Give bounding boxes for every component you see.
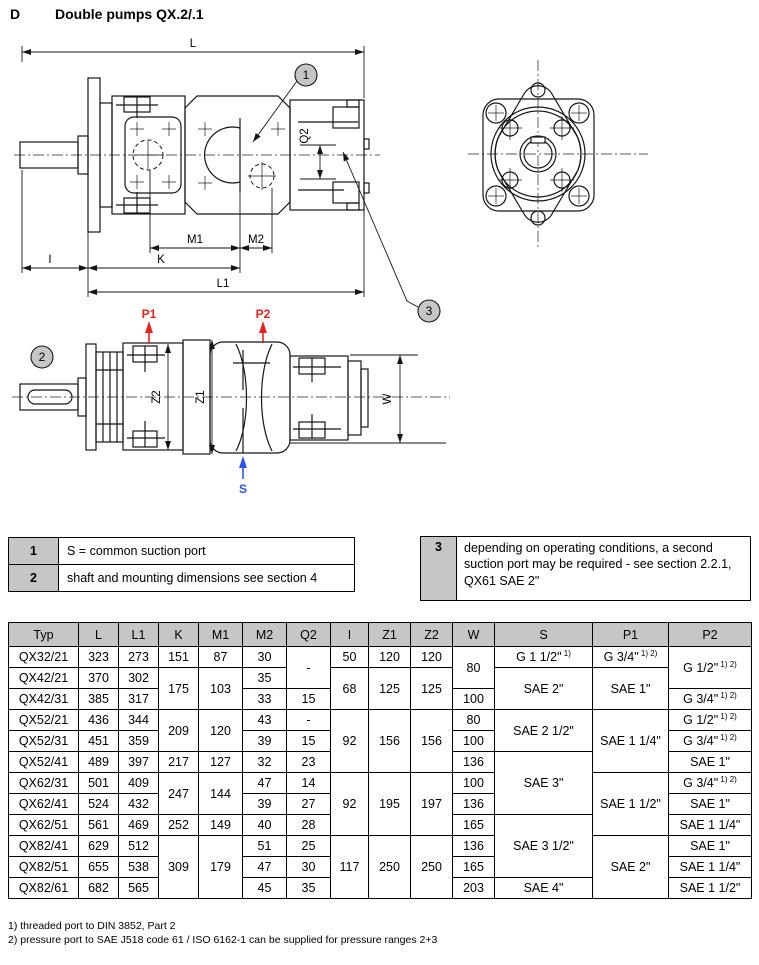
table-cell: 120: [411, 647, 453, 668]
table-cell: G 3/4" $^{1) 2)}$: [669, 689, 752, 710]
column-header: S: [495, 623, 593, 647]
table-cell: QX82/51: [9, 857, 79, 878]
note-number: 1: [9, 538, 59, 565]
footnote: 1) threaded port to DIN 3852, Part 2: [8, 920, 176, 932]
footnote-marker: 1) 2): [718, 691, 737, 701]
table-cell: SAE 1 1/4": [669, 815, 752, 836]
table-cell: 80: [453, 647, 495, 689]
table-cell: 538: [119, 857, 159, 878]
table-cell: 50: [331, 647, 369, 668]
table-row: [9, 836, 752, 857]
table-cell: 30: [287, 857, 331, 878]
table-cell: 165: [453, 815, 495, 836]
flange-front-view: [468, 60, 648, 250]
table-cell: 344: [119, 710, 159, 731]
table-cell: 489: [79, 752, 119, 773]
dim-label-l: L: [189, 38, 197, 50]
table-cell: G 3/4" $^{1) 2)}$: [669, 773, 752, 794]
table-cell: 149: [199, 815, 243, 836]
column-header: M2: [243, 623, 287, 647]
dim-label-i: I: [48, 254, 52, 266]
table-cell: 273: [119, 647, 159, 668]
table-cell: G 1/2" $^{1) 2)}$: [669, 647, 752, 689]
callout-1-number: 1: [302, 68, 310, 82]
table-cell: 100: [453, 731, 495, 752]
section-letter: D: [10, 6, 21, 22]
table-header-row: [9, 623, 752, 647]
column-header: Z1: [369, 623, 411, 647]
table-cell: 39: [243, 731, 287, 752]
table-body: [9, 647, 752, 899]
table-cell: 179: [199, 836, 243, 899]
footnote-marker: 1) 2): [718, 712, 737, 722]
page-title: Double pumps QX.2/.1: [55, 6, 204, 22]
pressure-port-p2-arrow: [256, 307, 271, 343]
table-cell: 120: [369, 647, 411, 668]
table-cell: -: [287, 647, 331, 689]
table-cell: 682: [79, 878, 119, 899]
table-cell: QX42/31: [9, 689, 79, 710]
table-cell: 156: [411, 710, 453, 773]
table-cell: SAE 1 1/4": [593, 710, 669, 773]
table-cell: 125: [369, 668, 411, 710]
table-cell: 512: [119, 836, 159, 857]
table-cell: QX62/41: [9, 794, 79, 815]
table-cell: 359: [119, 731, 159, 752]
table-cell: QX62/51: [9, 815, 79, 836]
callout-3-number: 3: [425, 304, 433, 318]
table-cell: 15: [287, 731, 331, 752]
table-cell: SAE 2 1/2": [495, 710, 593, 752]
column-header: K: [159, 623, 199, 647]
table-cell: 40: [243, 815, 287, 836]
table-cell: 33: [243, 689, 287, 710]
dim-label-w: W: [382, 393, 394, 405]
table-cell: 501: [79, 773, 119, 794]
table-cell: 209: [159, 710, 199, 752]
port-label-p1: P1: [141, 307, 157, 321]
footnote-marker: 1) 2): [718, 659, 737, 669]
table-cell: SAE 1 1/4": [669, 857, 752, 878]
callout-2: [31, 346, 53, 368]
footnote: 2) pressure port to SAE J518 code 61 / ISO 6162-1 can be supplied for pressure ranges 2+3: [8, 934, 438, 946]
callout-2-number: 2: [38, 350, 46, 364]
table-cell: 47: [243, 857, 287, 878]
table-cell: -: [287, 710, 331, 731]
column-header: I: [331, 623, 369, 647]
table-cell: 35: [287, 878, 331, 899]
table-cell: 370: [79, 668, 119, 689]
note-row: [9, 538, 355, 565]
dim-label-m2: M2: [248, 234, 264, 246]
dim-label-z2: Z2: [151, 390, 163, 404]
table-cell: 309: [159, 836, 199, 899]
table-cell: 397: [119, 752, 159, 773]
table-cell: 469: [119, 815, 159, 836]
note-text: depending on operating conditions, a second suction port may be required - see section 2.2.1, QX61 SAE 2": [464, 541, 732, 588]
table-cell: 165: [453, 857, 495, 878]
table-cell: 127: [199, 752, 243, 773]
bottom-side-view: [12, 307, 450, 496]
table-cell: SAE 1": [593, 668, 669, 710]
table-cell: 80: [453, 710, 495, 731]
suction-label-s: S: [238, 482, 248, 496]
note-number: 3: [421, 537, 457, 600]
table-cell: QX52/31: [9, 731, 79, 752]
table-cell: QX82/61: [9, 878, 79, 899]
table-cell: 432: [119, 794, 159, 815]
dim-label-q2: Q2: [299, 128, 311, 144]
table-cell: 156: [369, 710, 411, 773]
table-cell: 385: [79, 689, 119, 710]
table-cell: 15: [287, 689, 331, 710]
table-cell: 250: [411, 836, 453, 899]
column-header: L1: [119, 623, 159, 647]
table-cell: 247: [159, 773, 199, 815]
table-cell: SAE 1": [669, 836, 752, 857]
table-cell: 409: [119, 773, 159, 794]
table-cell: 151: [159, 647, 199, 668]
table-cell: SAE 1 1/2": [593, 773, 669, 836]
column-header: W: [453, 623, 495, 647]
table-cell: QX52/21: [9, 710, 79, 731]
table-cell: 87: [199, 647, 243, 668]
table-cell: 197: [411, 773, 453, 836]
note-number: 2: [9, 565, 59, 592]
dim-label-l1: L1: [216, 278, 230, 290]
table-cell: 103: [199, 668, 243, 710]
table-row: [9, 668, 752, 689]
table-cell: 136: [453, 836, 495, 857]
table-cell: 203: [453, 878, 495, 899]
table-cell: 30: [243, 647, 287, 668]
table-cell: 524: [79, 794, 119, 815]
footnotes: [8, 919, 437, 947]
table-cell: 39: [243, 794, 287, 815]
table-cell: 302: [119, 668, 159, 689]
footnote-marker: 1) 2): [718, 733, 737, 743]
table-cell: 47: [243, 773, 287, 794]
callout-3: [343, 152, 440, 322]
table-cell: QX82/41: [9, 836, 79, 857]
table-cell: SAE 4": [495, 878, 593, 899]
table-cell: 317: [119, 689, 159, 710]
crosshair-marks: [130, 122, 285, 190]
column-header: P1: [593, 623, 669, 647]
table-cell: SAE 1": [669, 752, 752, 773]
table-cell: G 1/2" $^{1) 2)}$: [669, 710, 752, 731]
table-cell: 136: [453, 752, 495, 773]
table-cell: 27: [287, 794, 331, 815]
table-cell: SAE 2": [593, 836, 669, 899]
table-cell: QX52/41: [9, 752, 79, 773]
footnote-marker: 1): [561, 649, 571, 659]
table-cell: 25: [287, 836, 331, 857]
table-row: [9, 647, 752, 668]
table-cell: 250: [369, 836, 411, 899]
table-cell: 117: [331, 836, 369, 899]
port-label-p2: P2: [255, 307, 271, 321]
note-text: S = common suction port: [59, 538, 355, 565]
table-cell: G 1 1/2" $^{1)}$: [495, 647, 593, 668]
dim-label-k: K: [157, 254, 165, 266]
table-cell: 32: [243, 752, 287, 773]
dim-label-z1: Z1: [195, 390, 207, 404]
table-cell: 92: [331, 773, 369, 836]
table-cell: 217: [159, 752, 199, 773]
column-header: P2: [669, 623, 752, 647]
table-cell: G 3/4" $^{1) 2)}$: [669, 731, 752, 752]
table-cell: 45: [243, 878, 287, 899]
pressure-port-p1-arrow: [142, 307, 157, 344]
table-cell: 252: [159, 815, 199, 836]
table-cell: 436: [79, 710, 119, 731]
column-header: Typ: [9, 623, 79, 647]
column-header: M1: [199, 623, 243, 647]
table-cell: 51: [243, 836, 287, 857]
top-side-view: [14, 38, 440, 322]
table-cell: 655: [79, 857, 119, 878]
dimensions-table: [8, 622, 752, 899]
table-cell: 120: [199, 710, 243, 752]
dim-label-m1: M1: [187, 234, 203, 246]
note-row: [9, 565, 355, 592]
column-header: Z2: [411, 623, 453, 647]
table-cell: 144: [199, 773, 243, 815]
table-cell: 100: [453, 689, 495, 710]
table-cell: 100: [453, 773, 495, 794]
note-box-3: [420, 536, 751, 601]
table-cell: 43: [243, 710, 287, 731]
table-cell: 629: [79, 836, 119, 857]
notes-table: [8, 537, 355, 592]
column-header: Q2: [287, 623, 331, 647]
table-cell: 451: [79, 731, 119, 752]
table-cell: SAE 3 1/2": [495, 815, 593, 878]
table-cell: 195: [369, 773, 411, 836]
table-cell: 561: [79, 815, 119, 836]
table-cell: 565: [119, 878, 159, 899]
note-text: shaft and mounting dimensions see section 4: [59, 565, 355, 592]
table-cell: 136: [453, 794, 495, 815]
table-cell: G 3/4" $^{1) 2)}$: [593, 647, 669, 668]
table-cell: 175: [159, 668, 199, 710]
table-cell: 28: [287, 815, 331, 836]
table-cell: 68: [331, 668, 369, 710]
table-cell: SAE 1 1/2": [669, 878, 752, 899]
table-cell: 23: [287, 752, 331, 773]
table-cell: 125: [411, 668, 453, 710]
table-cell: QX42/21: [9, 668, 79, 689]
table-cell: SAE 2": [495, 668, 593, 710]
table-cell: SAE 3": [495, 752, 593, 815]
table-cell: 14: [287, 773, 331, 794]
table-row: [9, 773, 752, 794]
column-header: L: [79, 623, 119, 647]
table-cell: QX62/31: [9, 773, 79, 794]
table-cell: 35: [243, 668, 287, 689]
table-cell: 323: [79, 647, 119, 668]
table-row: [9, 710, 752, 731]
table-cell: QX32/21: [9, 647, 79, 668]
suction-port-s-arrow: [239, 456, 247, 496]
footnote-marker: 1) 2): [638, 649, 658, 659]
table-cell: SAE 1": [669, 794, 752, 815]
table-cell: 92: [331, 710, 369, 773]
footnote-marker: 1) 2): [718, 775, 737, 785]
